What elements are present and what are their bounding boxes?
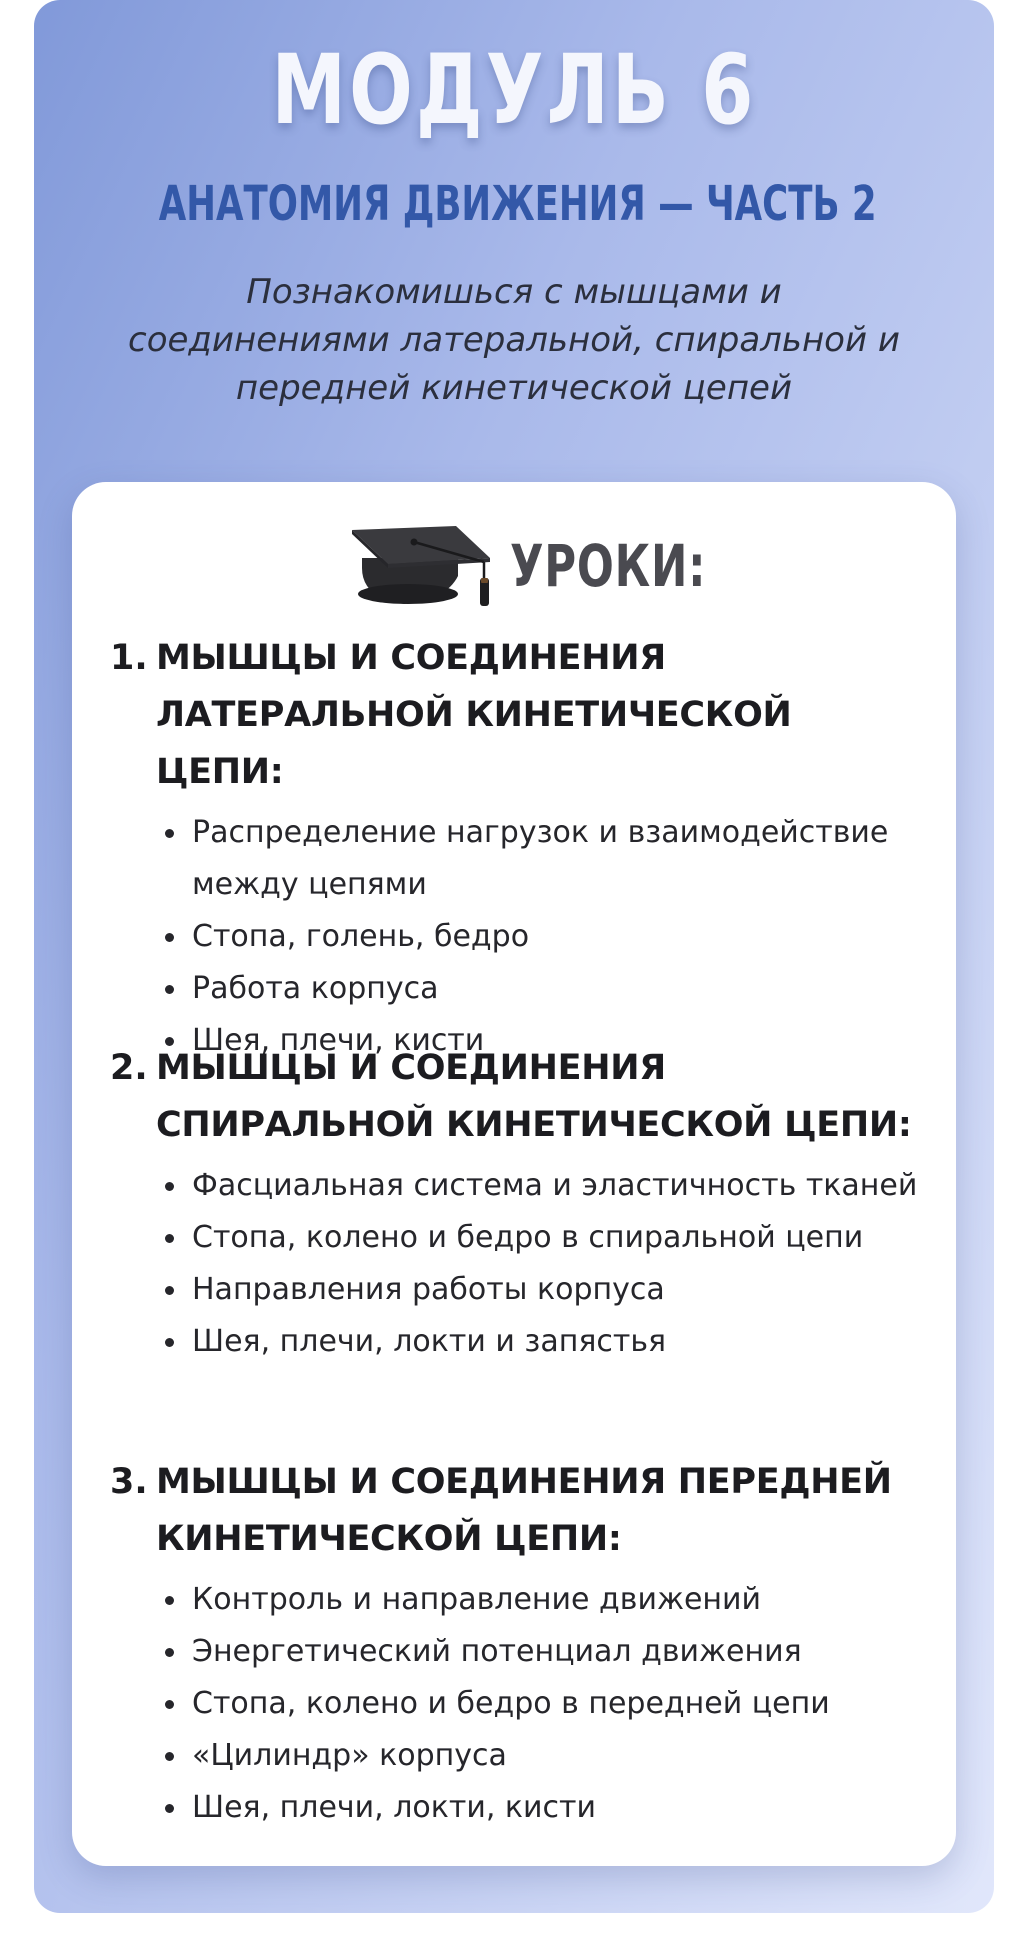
lesson-topics	[110, 807, 930, 1067]
list-item: Энергетический потенциал движения	[156, 1626, 930, 1678]
list-item: Контроль и направление движений	[156, 1574, 930, 1626]
list-item: Направления работы корпуса	[156, 1264, 930, 1316]
lesson-number: 3.	[110, 1462, 148, 1502]
lesson-topics	[110, 1160, 930, 1368]
lessons-card	[72, 482, 956, 1866]
module-title: МОДУЛЬ 6	[271, 34, 757, 146]
lessons-heading: УРОКИ:	[510, 532, 707, 600]
lesson-section-2	[110, 1040, 930, 1368]
lesson-topics	[110, 1574, 930, 1834]
list-item: Шея, плечи, локти, кисти	[156, 1782, 930, 1834]
module-subtitle: АНАТОМИЯ ДВИЖЕНИЯ — ЧАСТЬ 2	[158, 176, 877, 232]
lesson-number: 1.	[110, 638, 148, 678]
lessons-header	[72, 518, 956, 614]
graduation-cap-icon	[348, 518, 498, 614]
list-item: Работа корпуса	[156, 963, 930, 1015]
list-item: Шея, плечи, кисти	[156, 1015, 930, 1067]
list-item: Стопа, колено и бедро в спиральной цепи	[156, 1212, 930, 1264]
lesson-section-1	[110, 630, 930, 1067]
lesson-heading	[110, 1454, 930, 1568]
list-item: Стопа, голень, бедро	[156, 911, 930, 963]
list-item: «Цилиндр» корпуса	[156, 1730, 930, 1782]
module-banner	[34, 0, 994, 1913]
lesson-title: МЫШЦЫ И СОЕДИНЕНИЯ ПЕРЕДНЕЙ КИНЕТИЧЕСКОЙ ЦЕПИ:	[156, 1462, 892, 1559]
lesson-number: 2.	[110, 1048, 148, 1088]
module-intro: Познакомишься с мышцами и соединениями латеральной, спиральной и передней кинетической цепей	[128, 272, 900, 408]
list-item: Фасциальная система и эластичность тканей	[156, 1160, 930, 1212]
lesson-title: МЫШЦЫ И СОЕДИНЕНИЯ СПИРАЛЬНОЙ КИНЕТИЧЕСКОЙ ЦЕПИ:	[156, 1048, 912, 1145]
list-item: Стопа, колено и бедро в передней цепи	[156, 1678, 930, 1730]
lesson-title: МЫШЦЫ И СОЕДИНЕНИЯ ЛАТЕРАЛЬНОЙ КИНЕТИЧЕСКОЙ ЦЕПИ:	[156, 638, 792, 792]
lesson-section-3	[110, 1454, 930, 1834]
list-item: Шея, плечи, локти и запястья	[156, 1316, 930, 1368]
lesson-heading	[110, 630, 930, 801]
list-item: Распределение нагрузок и взаимодействие между цепями	[156, 807, 930, 911]
lesson-heading	[110, 1040, 930, 1154]
